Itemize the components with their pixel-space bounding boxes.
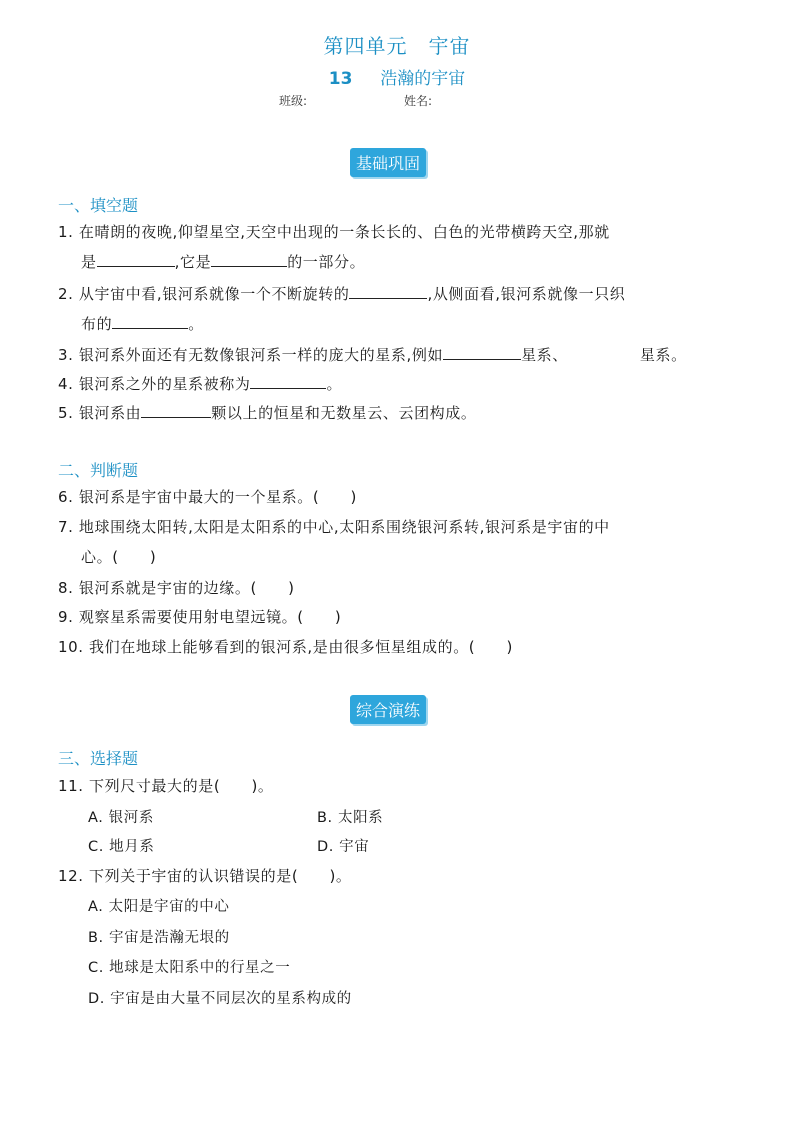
text: 星系、 <box>521 346 568 364</box>
text: 星系。 <box>639 346 687 364</box>
fill-q2-line1 <box>58 283 625 304</box>
blank-line[interactable] <box>211 251 287 267</box>
blank-line[interactable] <box>349 283 427 299</box>
text: 。 <box>188 315 204 333</box>
text: ,它是 <box>174 253 212 271</box>
text: 布的 <box>81 315 113 333</box>
choice-q11: 11. 下列尺寸最大的是( )。 <box>58 777 274 795</box>
class-label: 班级: <box>279 94 308 108</box>
fill-q5 <box>58 402 476 423</box>
fill-q1-line2 <box>81 251 365 272</box>
choice-q11-option-c[interactable]: C. 地月系 <box>88 839 155 855</box>
lesson-number: 13 <box>328 69 353 89</box>
blank-line[interactable] <box>112 313 188 329</box>
fill-q4 <box>58 373 342 394</box>
unit-title: 第四单元 宇宙 <box>323 34 471 58</box>
blank-line[interactable] <box>250 373 326 389</box>
badge-comprehensive: 综合演练 <box>350 695 426 724</box>
choice-q12-option-d[interactable]: D. 宇宙是由大量不同层次的星系构成的 <box>88 991 352 1007</box>
blank-line[interactable] <box>97 251 175 267</box>
text: 2. 从宇宙中看,银河系就像一个不断旋转的 <box>58 285 350 303</box>
section-choice-heading: 三、选择题 <box>58 749 139 768</box>
text: ,从侧面看,银河系就像一只织 <box>427 285 626 303</box>
choice-q12-option-c[interactable]: C. 地球是太阳系中的行星之一 <box>88 960 291 976</box>
text: 3. 银河系外面还有无数像银河系一样的庞大的星系,例如 <box>58 346 444 364</box>
choice-q11-option-d[interactable]: D. 宇宙 <box>317 839 370 855</box>
choice-q11-option-b[interactable]: B. 太阳系 <box>317 810 384 826</box>
judge-q8: 8. 银河系就是宇宙的边缘。( ) <box>58 579 295 597</box>
text: 颗以上的恒星和无数星云、云团构成。 <box>211 404 477 422</box>
fill-q1-line1: 1. 在晴朗的夜晚,仰望星空,天空中出现的一条长长的、白色的光带横跨天空,那就 <box>58 223 610 241</box>
text: 是 <box>81 253 97 271</box>
text: 5. 银河系由 <box>58 404 142 422</box>
fill-q3 <box>58 344 687 365</box>
choice-q12: 12. 下列关于宇宙的认识错误的是( )。 <box>58 867 352 885</box>
text: 4. 银河系之外的星系被称为 <box>58 375 251 393</box>
badge-basic: 基础巩固 <box>350 148 426 177</box>
choice-q12-option-b[interactable]: B. 宇宙是浩瀚无垠的 <box>88 930 230 946</box>
lesson-name: 浩瀚的宇宙 <box>380 69 466 89</box>
judge-q10: 10. 我们在地球上能够看到的银河系,是由很多恒星组成的。( ) <box>58 638 513 656</box>
blank-line[interactable] <box>443 344 521 360</box>
fill-q2-line2 <box>81 313 204 334</box>
name-label: 姓名: <box>404 94 433 108</box>
choice-q12-option-a[interactable]: A. 太阳是宇宙的中心 <box>88 899 230 915</box>
judge-q9: 9. 观察星系需要使用射电望远镜。( ) <box>58 608 342 626</box>
judge-q7-line1: 7. 地球围绕太阳转,太阳是太阳系的中心,太阳系围绕银河系转,银河系是宇宙的中 <box>58 518 610 536</box>
text: 的一部分。 <box>287 253 366 271</box>
choice-q11-option-a[interactable]: A. 银河系 <box>88 810 154 826</box>
blank-line[interactable] <box>141 402 211 418</box>
judge-q7-line2: 心。( ) <box>81 548 157 566</box>
judge-q6: 6. 银河系是宇宙中最大的一个星系。( ) <box>58 488 357 506</box>
section-fill-heading: 一、填空题 <box>58 196 139 215</box>
lesson-title <box>0 64 794 89</box>
section-judge-heading: 二、判断题 <box>58 461 139 480</box>
text: 。 <box>326 375 343 393</box>
